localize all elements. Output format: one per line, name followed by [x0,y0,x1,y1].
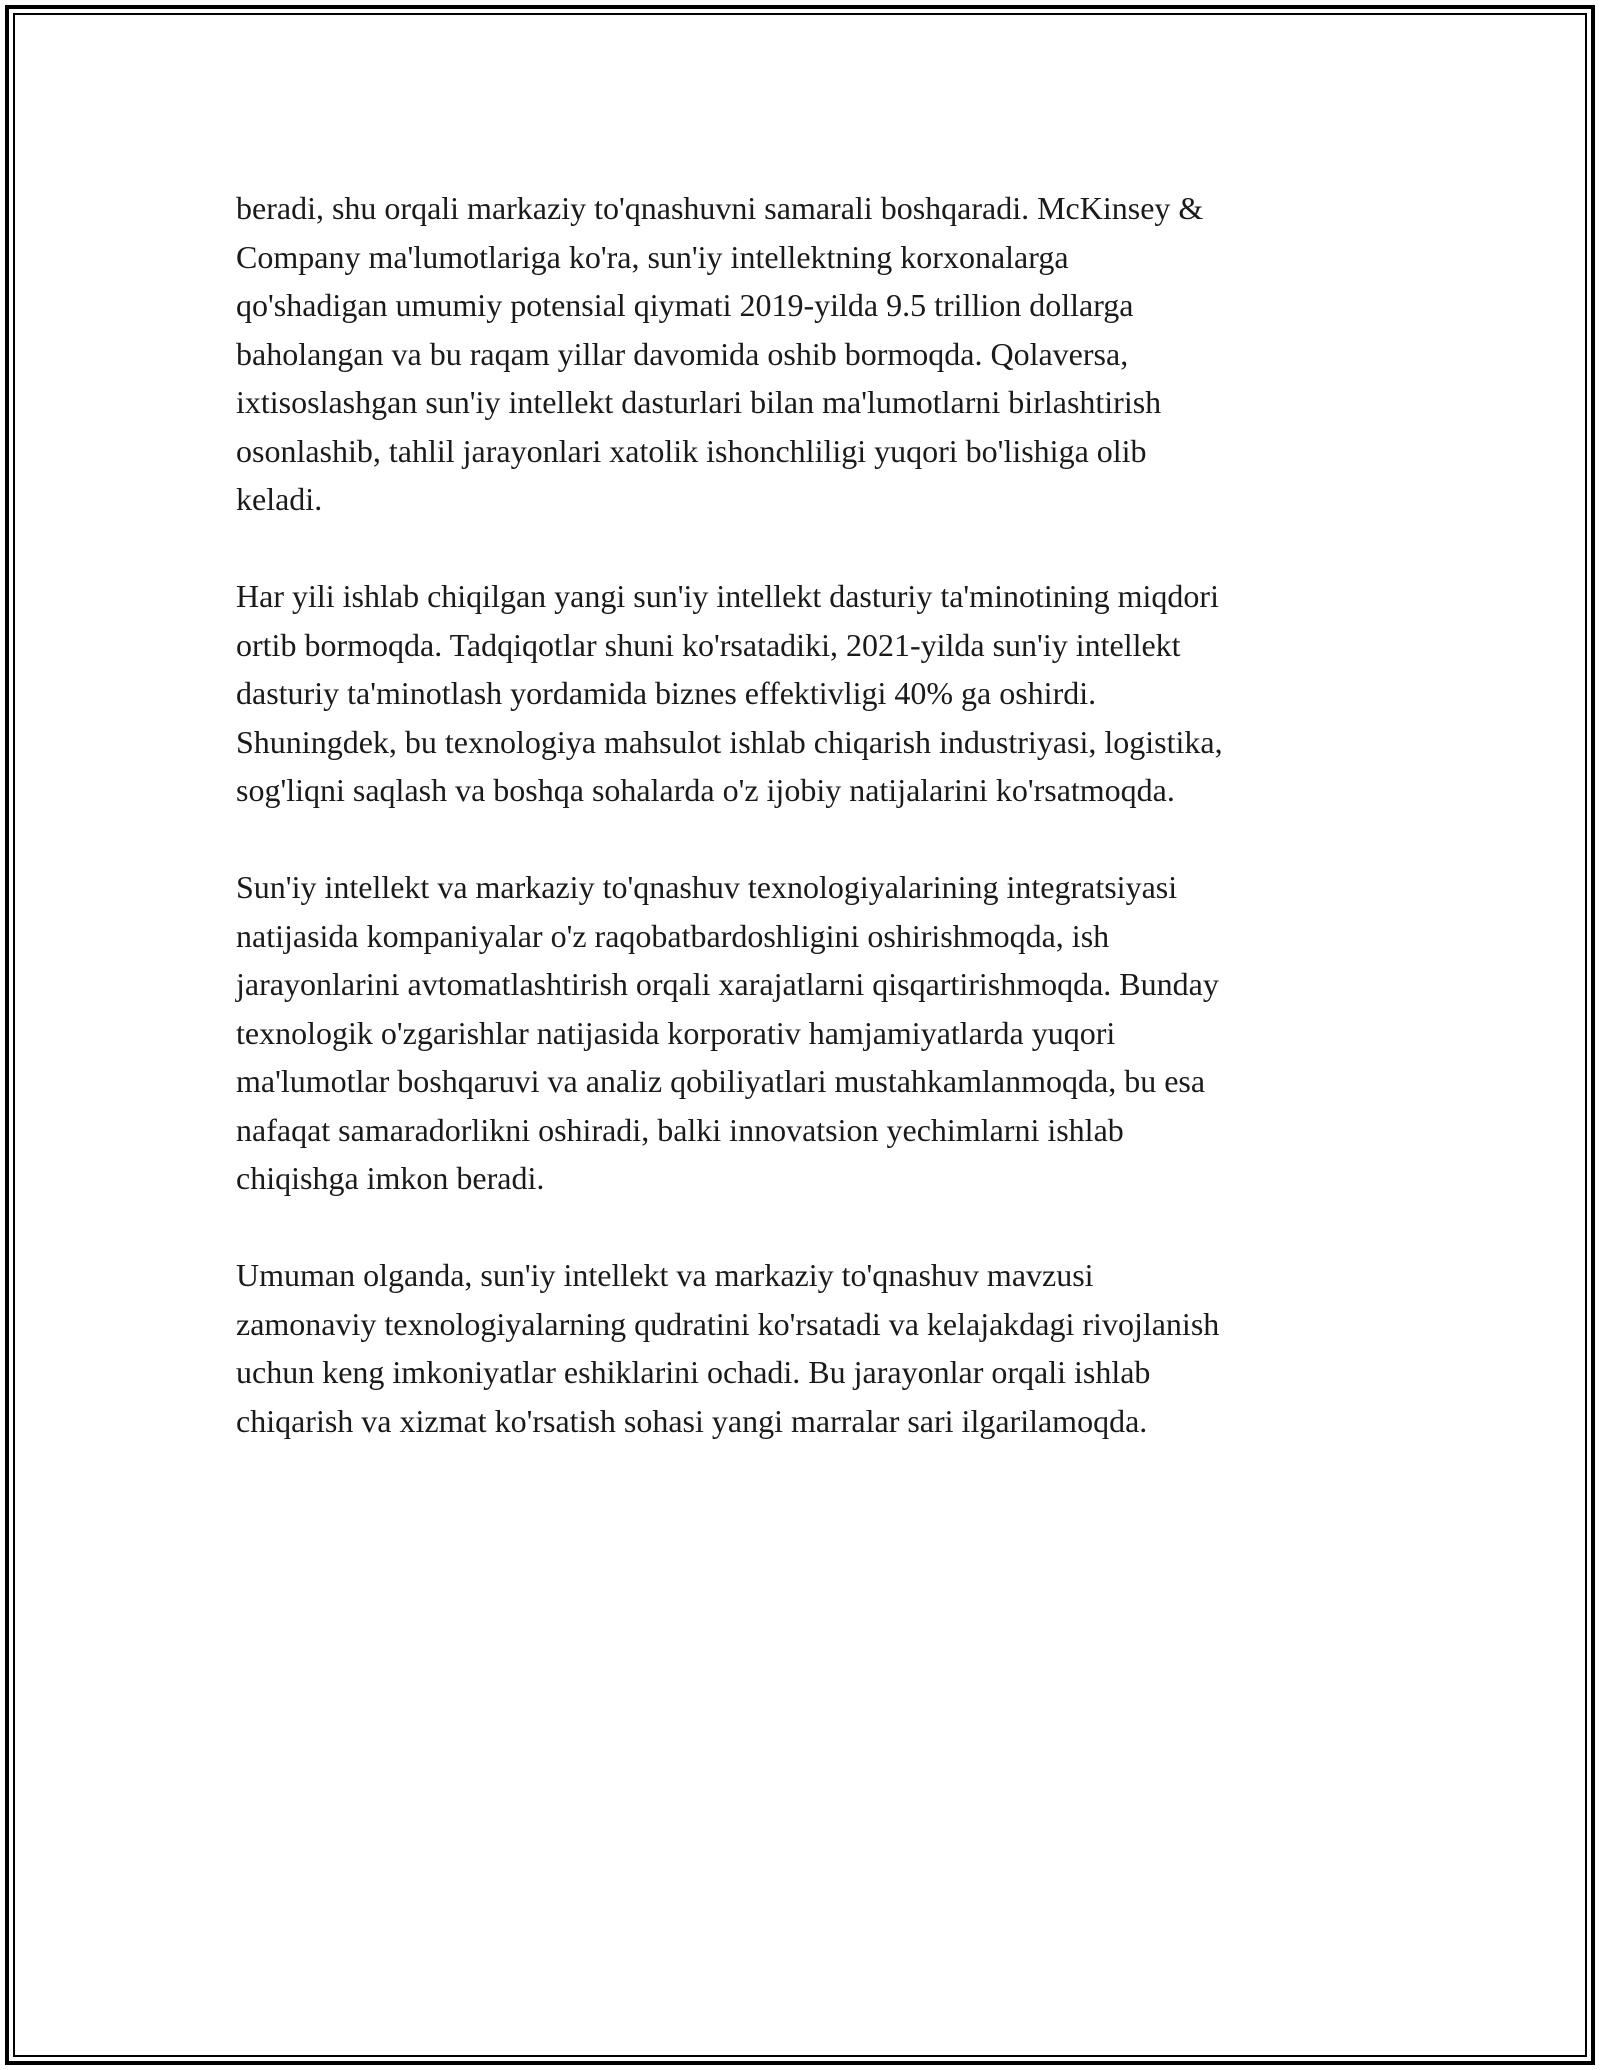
text-line: Company ma'lumotlariga ko'ra, sun'iy intellektning korxonalarga [236,238,1069,275]
text-line: texnologik o'zgarishlar natijasida korporativ hamjamiyatlarda yuqori [236,1014,1116,1051]
text-line: chiqishga imkon beradi. [236,1160,545,1196]
text-line: jarayonlarini avtomatlashtirish orqali xarajatlarni qisqartirishmoqda. Bunday [236,966,1219,1002]
text-line: keladi. [236,481,323,517]
text-line: Umuman olganda, sun'iy intellekt va markaziy to'qnashuv mavzusi [236,1257,1094,1293]
paragraph-4 [236,1251,1376,1445]
text-line: chiqarish va xizmat ko'rsatish sohasi yangi marralar sari ilgarilamoqda. [236,1402,1148,1439]
text-line: zamonaviy texnologiyalarning qudratini ko'rsatadi va kelajakdagi rivojlanish [236,1305,1220,1342]
text-line: baholangan va bu raqam yillar davomida oshib bormoqda. Qolaversa, [236,335,1129,372]
text-line: natijasida kompaniyalar o'z raqobatbardoshligini oshirishmoqda, ish [236,917,1110,954]
paragraph-1 [236,184,1376,524]
text-line: dasturiy ta'minotlash yordamida biznes effektivligi 40% ga oshirdi. [236,675,1097,711]
text-line: Sun'iy intellekt va markaziy to'qnashuv texnologiyalarining integratsiyasi [236,869,1178,905]
text-line: osonlashib, tahlil jarayonlari xatolik ishonchliligi yuqori bo'lishiga olib [236,432,1147,469]
text-line: Shuningdek, bu texnologiya mahsulot ishlab chiqarish industriyasi, logistika, [236,723,1223,760]
text-line: ma'lumotlar boshqaruvi va analiz qobiliyatlari mustahkamlanmoqda, bu esa [236,1063,1206,1099]
paragraph-2 [236,572,1376,815]
text-line: nafaqat samaradorlikni oshiradi, balki innovatsion yechimlarni ishlab [236,1111,1124,1148]
text-line: qo'shadigan umumiy potensial qiymati 2019-yilda 9.5 trillion dollarga [236,287,1134,323]
text-line: Har yili ishlab chiqilgan yangi sun'iy intellekt dasturiy ta'minotining miqdori [236,578,1219,614]
paragraph-3 [236,863,1376,1203]
document-body [236,184,1376,1494]
text-line: beradi, shu orqali markaziy to'qnashuvni samarali boshqaradi. McKinsey & [236,190,1204,226]
text-line: ixtisoslashgan sun'iy intellekt dasturlari bilan ma'lumotlarni birlashtirish [236,384,1162,420]
text-line: ortib bormoqda. Tadqiqotlar shuni ko'rsatadiki, 2021-yilda sun'iy intellekt [236,626,1181,663]
text-line: uchun keng imkoniyatlar eshiklarini ochadi. Bu jarayonlar orqali ishlab [236,1354,1151,1390]
text-line: sog'liqni saqlash va boshqa sohalarda o'z ijobiy natijalarini ko'rsatmoqda. [236,772,1175,808]
